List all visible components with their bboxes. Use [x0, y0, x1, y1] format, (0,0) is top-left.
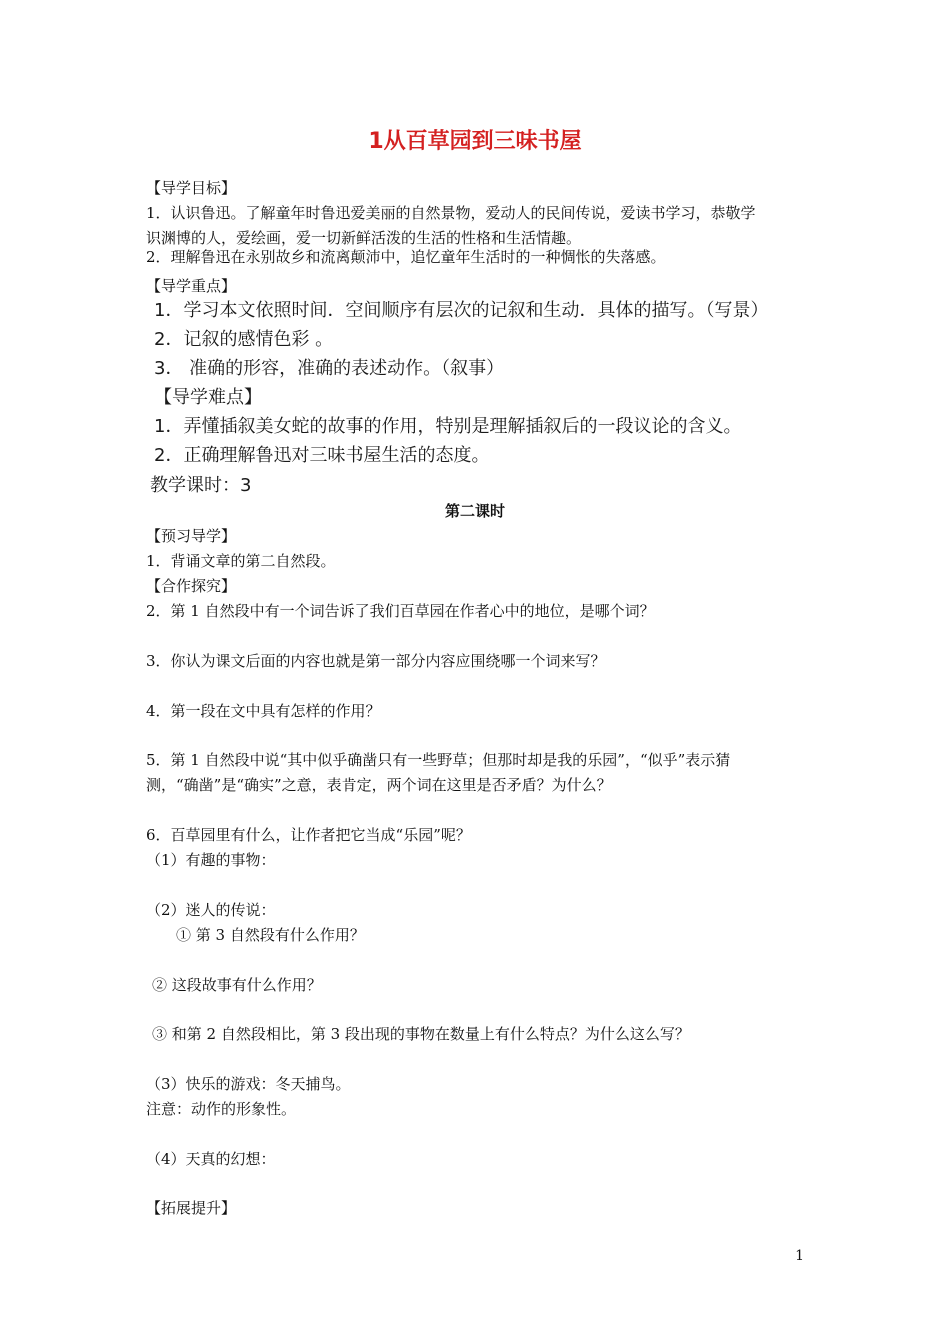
sub-item-4: （4）天真的幻想： [146, 1150, 276, 1168]
circled-item-3: ③ 和第 2 自然段相比，第 3 段出现的事物在数量上有什么特点？为什么这么写？ [152, 1025, 690, 1043]
goal-2: 2．理解鲁迅在永别故乡和流离颠沛中，追忆童年生活时的一种惆怅的失落感。 [146, 248, 666, 266]
question-5-line-b: 测，“确凿”是“确实”之意，表肯定，两个词在这里是否矛盾？为什么？ [146, 776, 612, 794]
key-point-2: 2．记叙的感情色彩 。 [154, 329, 334, 350]
key-points-heading: 【导学重点】 [146, 277, 237, 295]
goal-1-line-b: 识渊博的人，爱绘画，爱一切新鲜活泼的生活的性格和生活情趣。 [146, 229, 582, 247]
key-point-3: 3． 准确的形容，准确的表述动作。（叙事） [154, 358, 505, 379]
question-2: 2．第 1 自然段中有一个词告诉了我们百草园在作者心中的地位，是哪个词？ [146, 602, 655, 620]
preview-heading: 【预习导学】 [146, 527, 237, 545]
sub-item-2: （2）迷人的传说： [146, 901, 276, 919]
sub-item-1: （1）有趣的事物： [146, 851, 276, 869]
question-6: 6．百草园里有什么，让作者把它当成“乐园”呢？ [146, 826, 471, 844]
question-3: 3．你认为课文后面的内容也就是第一部分内容应围绕哪一个词来写？ [146, 652, 606, 670]
difficulty-1: 1．弄懂插叙美女蛇的故事的作用，特别是理解插叙后的一段议论的含义。 [154, 416, 742, 437]
circled-item-2: ② 这段故事有什么作用？ [152, 976, 322, 994]
teaching-hours: 教学课时：3 [150, 475, 252, 496]
circled-item-1: ① 第 3 自然段有什么作用？ [176, 926, 365, 944]
cooperation-heading: 【合作探究】 [146, 577, 237, 595]
goals-heading: 【导学目标】 [146, 179, 237, 197]
goal-1-line-a: 1．认识鲁迅。了解童年时鲁迅爱美丽的自然景物，爱动人的民间传说，爱读书学习，恭敬学 [146, 204, 756, 222]
note: 注意：动作的形象性。 [146, 1100, 297, 1118]
key-point-1: 1．学习本文依照时间．空间顺序有层次的记叙和生动．具体的描写。（写景） [154, 300, 769, 321]
document-title: 1从百草园到三味书屋 [368, 129, 582, 154]
difficulty-2: 2．正确理解鲁迅对三味书屋生活的态度。 [154, 445, 490, 466]
page-number: 1 [795, 1248, 804, 1264]
question-5-line-a: 5．第 1 自然段中说“其中似乎确凿只有一些野草；但那时却是我的乐园”，“似乎”表示猜 [146, 751, 731, 769]
sub-item-3: （3）快乐的游戏：冬天捕鸟。 [146, 1075, 351, 1093]
extension-heading: 【拓展提升】 [146, 1199, 237, 1217]
question-4: 4．第一段在文中具有怎样的作用？ [146, 702, 381, 720]
lesson-heading: 第二课时 [444, 502, 505, 520]
difficulty-heading: 【导学难点】 [154, 387, 262, 408]
question-1: 1．背诵文章的第二自然段。 [146, 552, 336, 570]
